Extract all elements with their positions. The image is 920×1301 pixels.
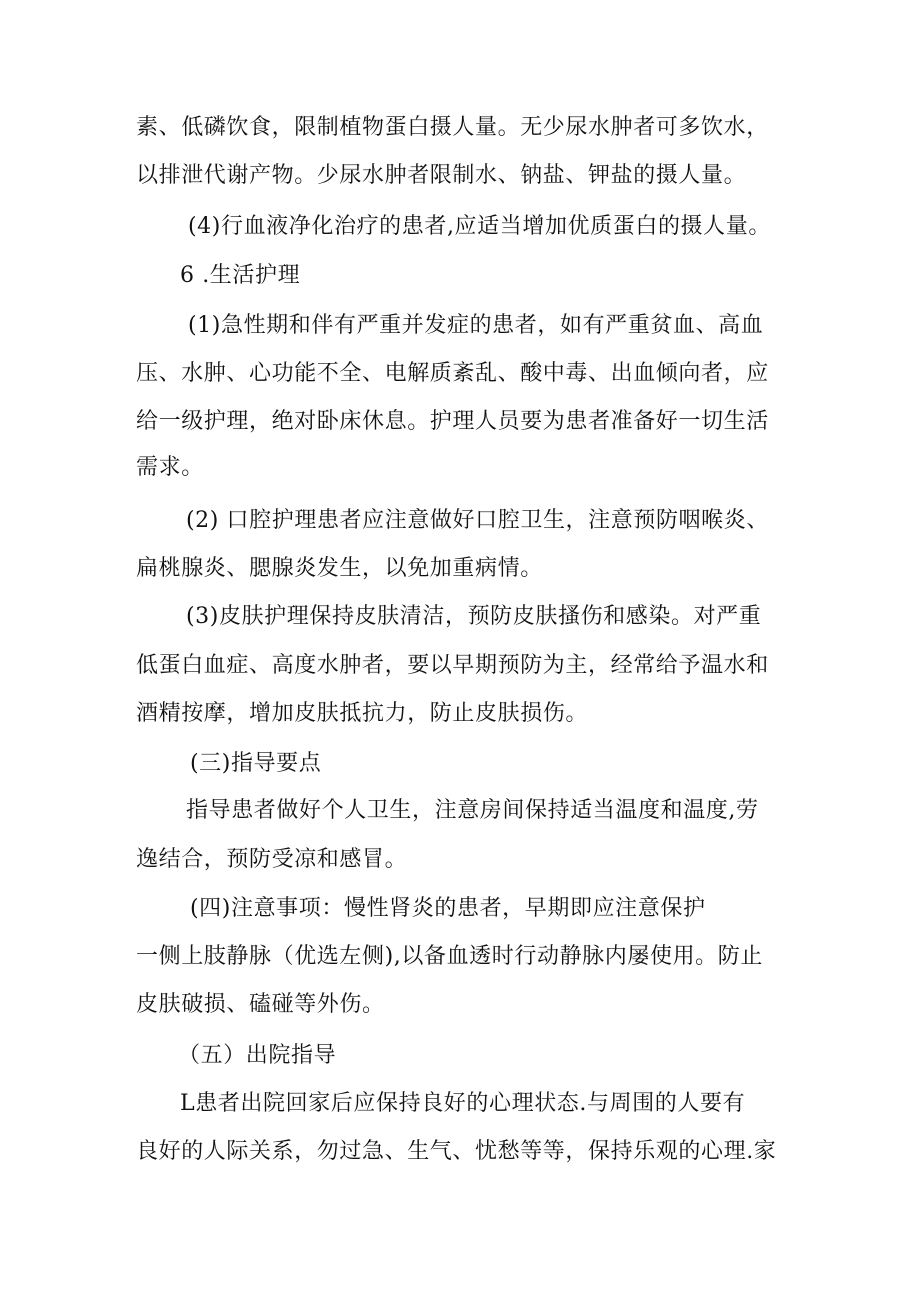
paragraph-line: (1)急性期和伴有严重并发症的患者，如有严重贫血、高血: [188, 313, 764, 338]
paragraph-line: (四)注意事项：慢性肾炎的患者，早期即应注意保护: [190, 896, 706, 921]
paragraph-line: 酒精按摩，增加皮肤抵抗力，防止皮肤损伤。: [136, 701, 589, 726]
paragraph-line: 给一级护理，绝对卧床休息。护理人员要为患者准备好一切生活: [136, 409, 769, 434]
paragraph-line: 一侧上肢静脉（优选左侧),以备血透时行动静脉内屡使用。防止: [136, 944, 763, 969]
paragraph-line: 低蛋白血症、高度水肿者，要以早期预防为主，经常给予温水和: [136, 653, 769, 678]
paragraph-line: 扁桃腺炎、腮腺炎发生，以免加重病情。: [136, 556, 543, 581]
paragraph-line: (3)皮肤护理保持皮肤清洁，预防皮肤搔伤和感染。对严重: [186, 604, 762, 629]
paragraph-line: 素、低磷饮食，限制植物蛋白摄人量。无少尿水肿者可多饮水，: [136, 115, 769, 140]
paragraph-line: 皮肤破损、磕碰等外伤。: [136, 992, 385, 1017]
section-heading: (三)指导要点: [190, 751, 322, 776]
paragraph-line: 压、水肿、心功能不全、电解质紊乱、酸中毒、出血倾向者，应: [136, 361, 769, 386]
paragraph-line: 逸结合，预防受凉和感冒。: [136, 847, 408, 872]
section-heading: 6 .生活护理: [180, 263, 301, 288]
paragraph-line: L患者出院回家后应保持良好的心理状态.与周围的人要有: [180, 1091, 746, 1116]
paragraph-line: 需求。: [136, 455, 204, 480]
paragraph-line: 指导患者做好个人卫生，注意房间保持适当温度和温度,劳: [186, 798, 759, 823]
paragraph-line: (2) 口腔护理患者应注意做好口腔卫生，注意预防咽喉炎、: [186, 508, 769, 533]
section-heading: （五）出院指导: [178, 1043, 337, 1068]
paragraph-line: 良好的人际关系，勿过急、生气、忧愁等等，保持乐观的心理.家: [136, 1139, 777, 1164]
paragraph-line: 以排泄代谢产物。少尿水肿者限制水、钠盐、钾盐的摄人量。: [136, 163, 747, 188]
paragraph-line: (4)行血液净化治疗的患者,应适当增加优质蛋白的摄人量。: [188, 214, 771, 239]
